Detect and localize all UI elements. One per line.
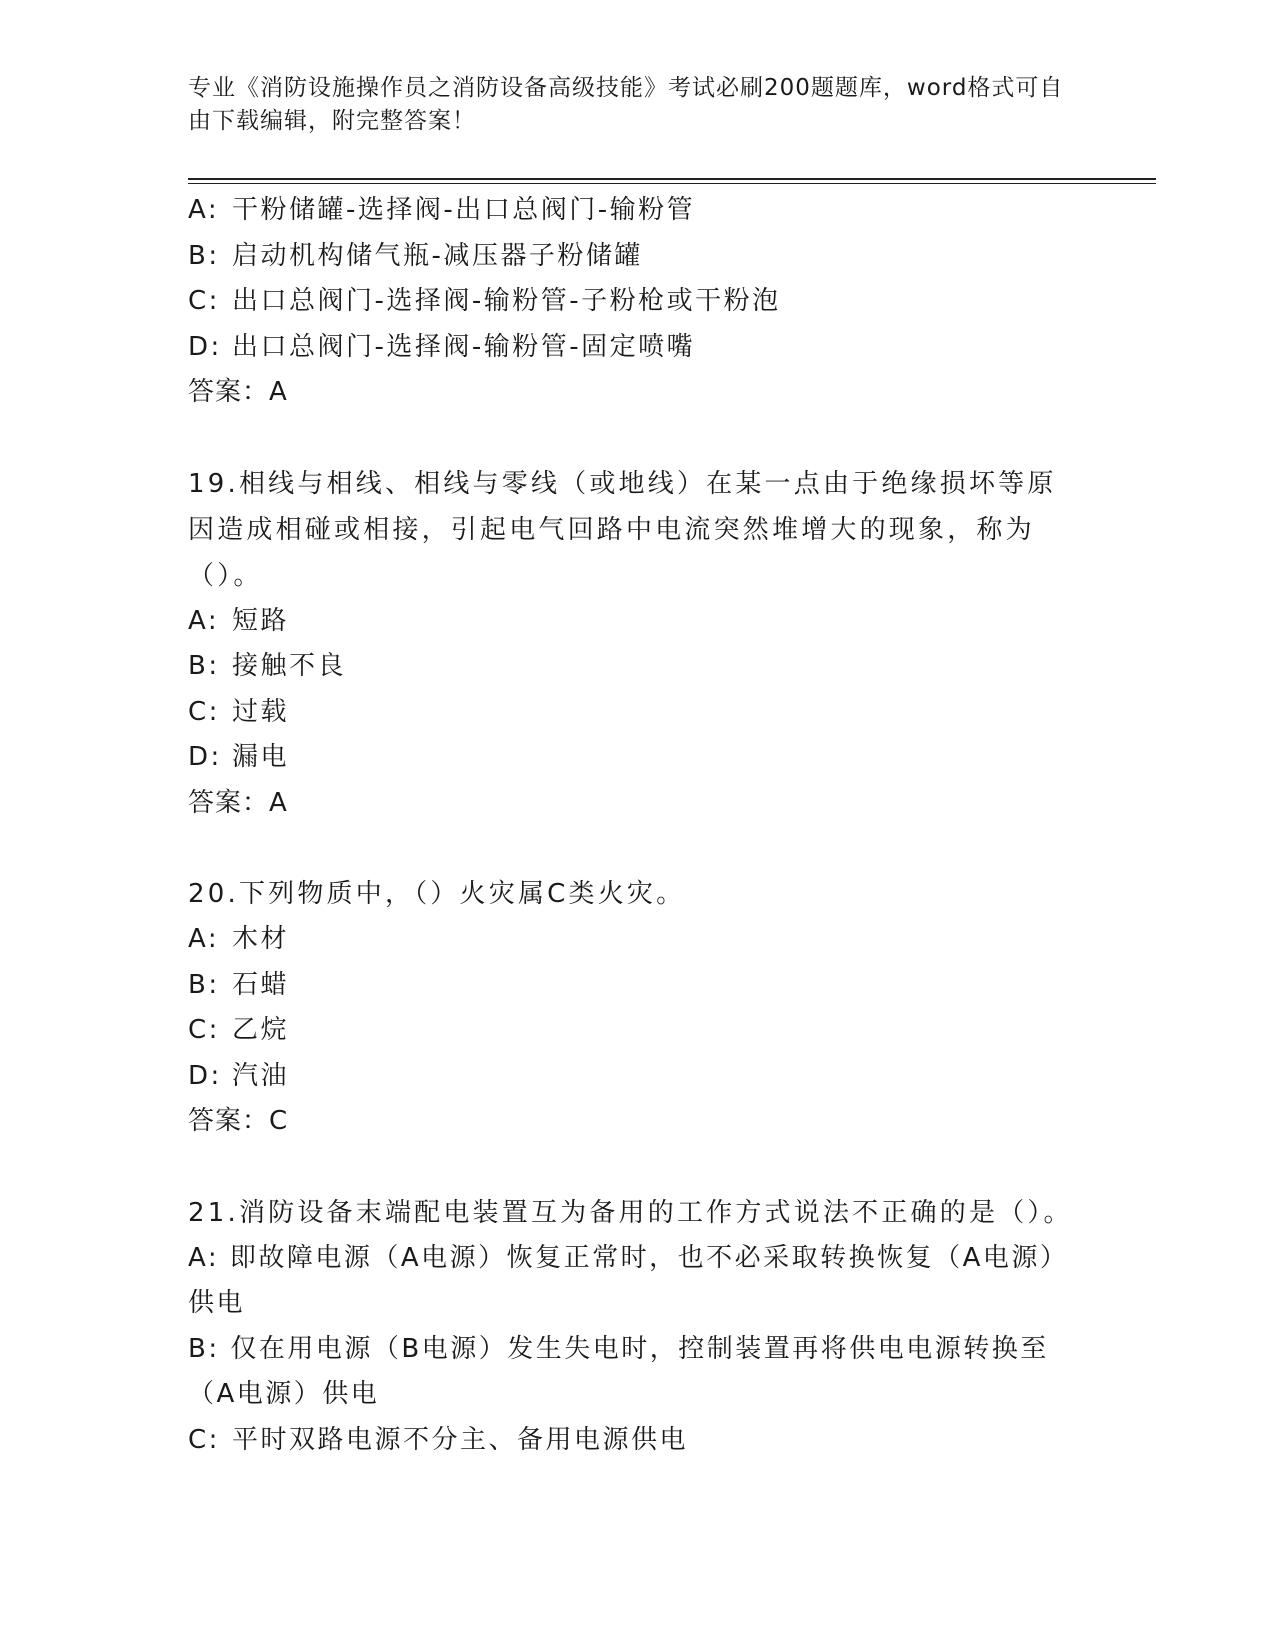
question-20	[188, 871, 1078, 1145]
option-label: D:	[188, 1060, 222, 1091]
option-text: 平时双路电源不分主、备用电源供电	[232, 1424, 689, 1455]
option-label: C:	[188, 696, 220, 727]
option-a	[188, 917, 1078, 963]
option-c	[188, 1008, 1078, 1054]
option-text: 乙烷	[232, 1015, 290, 1045]
option-d	[188, 325, 1078, 371]
question-21	[188, 1190, 1078, 1464]
option-text: 出口总阀门-选择阀-输粉管-子粉枪或干粉泡	[232, 286, 781, 316]
option-b	[188, 234, 1078, 280]
option-label: B:	[188, 1333, 220, 1364]
option-a	[188, 188, 1078, 234]
option-label: C:	[188, 1015, 220, 1045]
option-text: 汽油	[232, 1060, 290, 1091]
document-header: 专业《消防设施操作员之消防设备高级技能》考试必刷200题题库，word格式可自由下载编辑，附完整答案！	[188, 75, 1064, 134]
option-d	[188, 1054, 1078, 1100]
option-text: 启动机构储气瓶-减压器子粉储罐	[232, 240, 643, 271]
option-c	[188, 690, 1078, 736]
option-label: B:	[188, 969, 220, 1000]
option-text: 仅在用电源（B电源）发生失电时，控制装置再将供电电源转换至（A电源）供电	[188, 1333, 1049, 1409]
option-text: 接触不良	[232, 651, 347, 681]
question-stem: 20.下列物质中，（）火灾属C类火灾。	[188, 879, 686, 909]
answer-line: 答案：A	[188, 377, 288, 407]
option-b	[188, 1327, 1078, 1418]
answer-line: 答案：C	[188, 1106, 289, 1136]
option-label: D:	[188, 742, 222, 772]
option-b	[188, 963, 1078, 1009]
option-text: 即故障电源（A电源）恢复正常时，也不必采取转换恢复（A电源）供电	[188, 1242, 1069, 1318]
option-label: C:	[188, 286, 220, 316]
question-18	[188, 188, 1078, 416]
question-19	[188, 461, 1078, 827]
option-a	[188, 1236, 1078, 1327]
option-label: B:	[188, 240, 220, 271]
option-text: 过载	[232, 696, 290, 727]
option-label: A:	[188, 1242, 220, 1273]
option-text: 干粉储罐-选择阀-出口总阀门-输粉管	[232, 195, 696, 225]
spacer	[188, 416, 1078, 461]
option-label: C:	[188, 1424, 220, 1455]
option-label: D:	[188, 331, 222, 362]
spacer	[188, 1145, 1078, 1190]
option-a	[188, 599, 1078, 645]
option-text: 漏电	[232, 742, 290, 772]
spacer	[188, 826, 1078, 871]
option-d	[188, 735, 1078, 781]
answer-line: 答案：A	[188, 787, 288, 818]
option-text: 木材	[232, 924, 290, 954]
option-b	[188, 644, 1078, 690]
option-c	[188, 279, 1078, 325]
question-stem: 21.消防设备末端配电装置互为备用的工作方式说法不正确的是（）。	[188, 1197, 1073, 1228]
option-label: B:	[188, 651, 220, 681]
question-list	[188, 188, 1078, 1463]
question-stem: 19.相线与相线、相线与零线（或地线）在某一点由于绝缘损坏等原因造成相碰或相接，引起电气回路中电流突然堆增大的现象，称为（）。	[188, 468, 1057, 591]
option-label: A:	[188, 605, 220, 636]
option-label: A:	[188, 924, 220, 954]
option-text: 短路	[232, 605, 290, 636]
option-label: A:	[188, 195, 220, 225]
header-divider-thin	[188, 183, 1156, 184]
header-divider-thick	[188, 178, 1156, 180]
option-c	[188, 1418, 1078, 1464]
option-text: 出口总阀门-选择阀-输粉管-固定喷嘴	[232, 331, 696, 362]
option-text: 石蜡	[232, 969, 290, 1000]
